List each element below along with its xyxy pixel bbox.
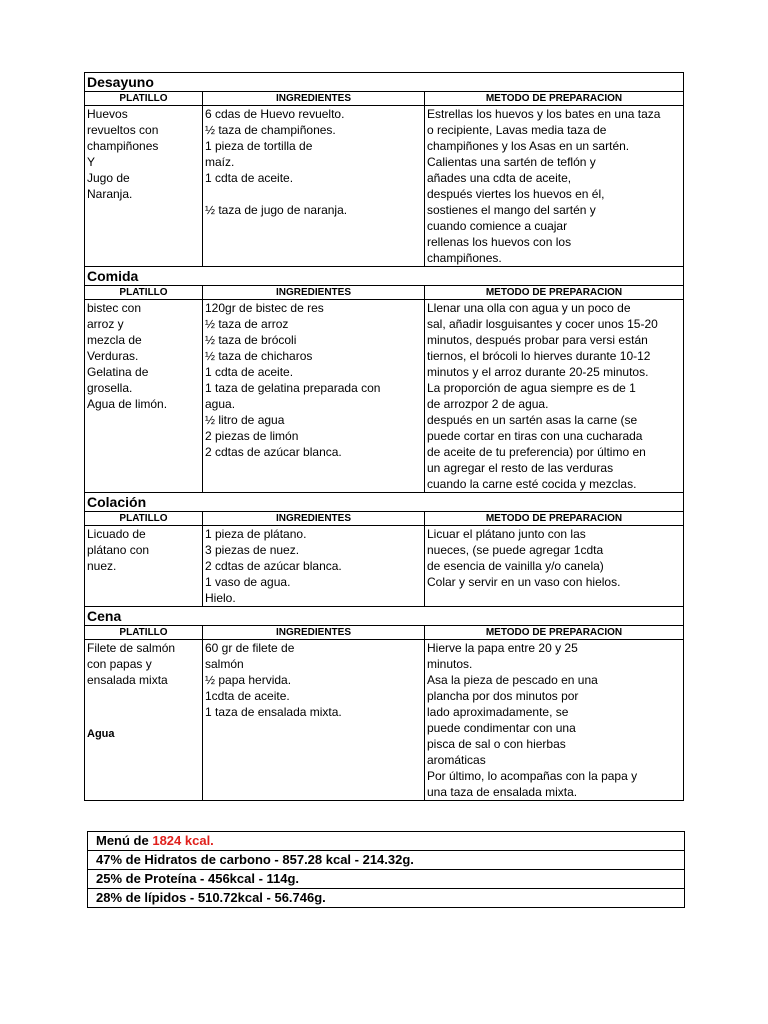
ingredient-line: agua. bbox=[205, 397, 236, 411]
metodo-header: METODO DE PREPARACION bbox=[425, 512, 684, 526]
method-line: sal, añadir losguisantes y cocer unos 15-20 bbox=[427, 317, 658, 331]
column-header-row bbox=[85, 92, 684, 106]
method-line: minutos. bbox=[427, 657, 473, 671]
dish-line: Jugo de bbox=[87, 171, 130, 185]
ingredient-line: 1 pieza de tortilla de bbox=[205, 139, 313, 153]
dish-line: con papas y bbox=[87, 657, 152, 671]
dish-line: Verduras. bbox=[87, 349, 139, 363]
ingredient-line: maíz. bbox=[205, 155, 235, 169]
ingredient-line: ½ litro de agua bbox=[205, 413, 285, 427]
method-line: minutos y el arroz durante 20-25 minutos. bbox=[427, 365, 649, 379]
ingredient-line: 1 taza de ensalada mixta. bbox=[205, 705, 342, 719]
method-line: Hierve la papa entre 20 y 25 bbox=[427, 641, 578, 655]
dish-line: Licuado de bbox=[87, 527, 146, 541]
method-line: añades una cdta de aceite, bbox=[427, 171, 572, 185]
method-line: plancha por dos minutos por bbox=[427, 689, 579, 703]
metodo-cell bbox=[425, 106, 684, 267]
ingredientes-cell bbox=[203, 640, 425, 801]
dish-line: mezcla de bbox=[87, 333, 142, 347]
ingredient-line: 3 piezas de nuez. bbox=[205, 543, 300, 557]
method-line: un agregar el resto de las verduras bbox=[427, 461, 614, 475]
ingredientes-header: INGREDIENTES bbox=[203, 626, 425, 640]
ingredientes-header: INGREDIENTES bbox=[203, 512, 425, 526]
dish-line: Filete de salmón bbox=[87, 641, 176, 655]
method-line: cuando la carne esté cocida y mezclas. bbox=[427, 477, 637, 491]
drink-label: Agua bbox=[87, 728, 115, 740]
ingredient-line: ½ papa hervida. bbox=[205, 673, 292, 687]
method-line: aromáticas bbox=[427, 753, 486, 767]
method-line: de esencia de vainilla y/o canela) bbox=[427, 559, 604, 573]
metodo-header: METODO DE PREPARACION bbox=[425, 626, 684, 640]
method-line: sostienes el mango del sartén y bbox=[427, 203, 596, 217]
method-line: después en un sartén asas la carne (se bbox=[427, 413, 638, 427]
ingredient-line: 2 piezas de limón bbox=[205, 429, 299, 443]
method-line: de aceite de tu preferencia) por último en bbox=[427, 445, 646, 459]
method-line: después viertes los huevos en él, bbox=[427, 187, 605, 201]
method-line: Colar y servir en un vaso con hielos. bbox=[427, 575, 621, 589]
nutrition-summary-table bbox=[87, 831, 685, 908]
method-line: Llenar una olla con agua y un poco de bbox=[427, 301, 631, 315]
method-line: puede cortar en tiras con una cucharada bbox=[427, 429, 643, 443]
platillo-cell bbox=[85, 300, 203, 493]
dish-line: Naranja. bbox=[87, 187, 133, 201]
method-line: puede condimentar con una bbox=[427, 721, 576, 735]
ingredient-line: ½ taza de champiñones. bbox=[205, 123, 336, 137]
meal-title: Desayuno bbox=[85, 73, 684, 92]
dish-line: champiñones bbox=[87, 139, 159, 153]
lipids-cell: 28% de lípidos - 510.72kcal - 56.746g. bbox=[88, 889, 685, 908]
summary-row-total bbox=[88, 832, 685, 851]
ingredient-line: ½ taza de brócoli bbox=[205, 333, 297, 347]
metodo-cell bbox=[425, 300, 684, 493]
metodo-header: METODO DE PREPARACION bbox=[425, 92, 684, 106]
dish-line: Gelatina de bbox=[87, 365, 149, 379]
meal-title: Comida bbox=[85, 267, 684, 286]
method-line: Por último, lo acompañas con la papa y bbox=[427, 769, 638, 783]
ingredient-line: 6 cdas de Huevo revuelto. bbox=[205, 107, 345, 121]
dish-line: grosella. bbox=[87, 381, 133, 395]
method-line: Calientas una sartén de teflón y bbox=[427, 155, 596, 169]
ingredientes-header: INGREDIENTES bbox=[203, 286, 425, 300]
ingredientes-cell bbox=[203, 106, 425, 267]
method-line: nueces, (se puede agregar 1cdta bbox=[427, 543, 604, 557]
column-header-row bbox=[85, 626, 684, 640]
platillo-cell bbox=[85, 106, 203, 267]
ingredient-line: 2 cdtas de azúcar blanca. bbox=[205, 445, 342, 459]
metodo-cell bbox=[425, 526, 684, 607]
method-line: rellenas los huevos con los bbox=[427, 235, 572, 249]
dish-line: arroz y bbox=[87, 317, 124, 331]
method-line: minutos, después probar para versi están bbox=[427, 333, 648, 347]
summary-row-protein bbox=[88, 870, 685, 889]
method-line: tiernos, el brócoli lo hierves durante 10-12 bbox=[427, 349, 651, 363]
metodo-header: METODO DE PREPARACION bbox=[425, 286, 684, 300]
meal-content-row bbox=[85, 300, 684, 493]
method-line: Asa la pieza de pescado en una bbox=[427, 673, 598, 687]
carbs-cell: 47% de Hidratos de carbono - 857.28 kcal - 214.32g. bbox=[88, 851, 685, 870]
method-line: pisca de sal o con hierbas bbox=[427, 737, 566, 751]
method-line: una taza de ensalada mixta. bbox=[427, 785, 578, 799]
ingredient-line: 2 cdtas de azúcar blanca. bbox=[205, 559, 342, 573]
protein-cell: 25% de Proteína - 456kcal - 114g. bbox=[88, 870, 685, 889]
meal-title: Cena bbox=[85, 607, 684, 626]
method-line: Estrellas los huevos y los bates en una taza bbox=[427, 107, 661, 121]
meal-plan-table bbox=[84, 72, 684, 801]
meal-title: Colación bbox=[85, 493, 684, 512]
meal-content-row bbox=[85, 106, 684, 267]
ingredientes-cell bbox=[203, 526, 425, 607]
method-line: o recipiente, Lavas media taza de bbox=[427, 123, 607, 137]
dish-line: nuez. bbox=[87, 559, 117, 573]
ingredientes-cell bbox=[203, 300, 425, 493]
method-line: lado aproximadamente, se bbox=[427, 705, 569, 719]
meal-title-row bbox=[85, 267, 684, 286]
ingredient-line: 1 cdta de aceite. bbox=[205, 365, 294, 379]
platillo-header: PLATILLO bbox=[85, 286, 203, 300]
dish-line: revueltos con bbox=[87, 123, 159, 137]
dish-line: ensalada mixta bbox=[87, 673, 168, 687]
ingredient-line: ½ taza de chicharos bbox=[205, 349, 313, 363]
metodo-cell bbox=[425, 640, 684, 801]
menu-total-prefix: Menú de bbox=[96, 833, 153, 848]
ingredient-line: 1 taza de gelatina preparada con bbox=[205, 381, 381, 395]
ingredient-line: 1cdta de aceite. bbox=[205, 689, 290, 703]
ingredient-line: 1 cdta de aceite. bbox=[205, 171, 294, 185]
column-header-row bbox=[85, 286, 684, 300]
dish-line: Agua de limón. bbox=[87, 397, 168, 411]
method-line: champiñones y los Asas en un sartén. bbox=[427, 139, 630, 153]
meal-content-row bbox=[85, 526, 684, 607]
method-line: cuando comience a cuajar bbox=[427, 219, 568, 233]
dish-line: Y bbox=[87, 155, 96, 169]
meal-title-row bbox=[85, 493, 684, 512]
menu-total-kcal: 1824 kcal. bbox=[152, 833, 214, 848]
platillo-header: PLATILLO bbox=[85, 92, 203, 106]
ingredient-line: ½ taza de arroz bbox=[205, 317, 289, 331]
summary-row-lipids bbox=[88, 889, 685, 908]
method-line: champiñones. bbox=[427, 251, 502, 265]
ingredient-line bbox=[205, 186, 422, 202]
dish-line: bistec con bbox=[87, 301, 142, 315]
platillo-header: PLATILLO bbox=[85, 512, 203, 526]
method-line: de arrozpor 2 de agua. bbox=[427, 397, 549, 411]
platillo-cell bbox=[85, 526, 203, 607]
ingredient-line: 120gr de bistec de res bbox=[205, 301, 324, 315]
ingredient-line: ½ taza de jugo de naranja. bbox=[205, 203, 348, 217]
ingredient-line: 60 gr de filete de bbox=[205, 641, 295, 655]
platillo-cell bbox=[85, 640, 203, 801]
meal-title-row bbox=[85, 607, 684, 626]
ingredient-line: Hielo. bbox=[205, 591, 236, 605]
meal-plan-body bbox=[85, 73, 684, 801]
summary-row-carbs bbox=[88, 851, 685, 870]
ingredientes-header: INGREDIENTES bbox=[203, 92, 425, 106]
method-line: Licuar el plátano junto con las bbox=[427, 527, 586, 541]
ingredient-line: salmón bbox=[205, 657, 244, 671]
column-header-row bbox=[85, 512, 684, 526]
method-line: La proporción de agua siempre es de 1 bbox=[427, 381, 636, 395]
platillo-header: PLATILLO bbox=[85, 626, 203, 640]
meal-title-row bbox=[85, 73, 684, 92]
ingredient-line: 1 pieza de plátano. bbox=[205, 527, 307, 541]
dish-line: Huevos bbox=[87, 107, 128, 121]
menu-total-cell bbox=[88, 832, 685, 851]
meal-content-row bbox=[85, 640, 684, 801]
dish-line: plátano con bbox=[87, 543, 150, 557]
ingredient-line: 1 vaso de agua. bbox=[205, 575, 291, 589]
